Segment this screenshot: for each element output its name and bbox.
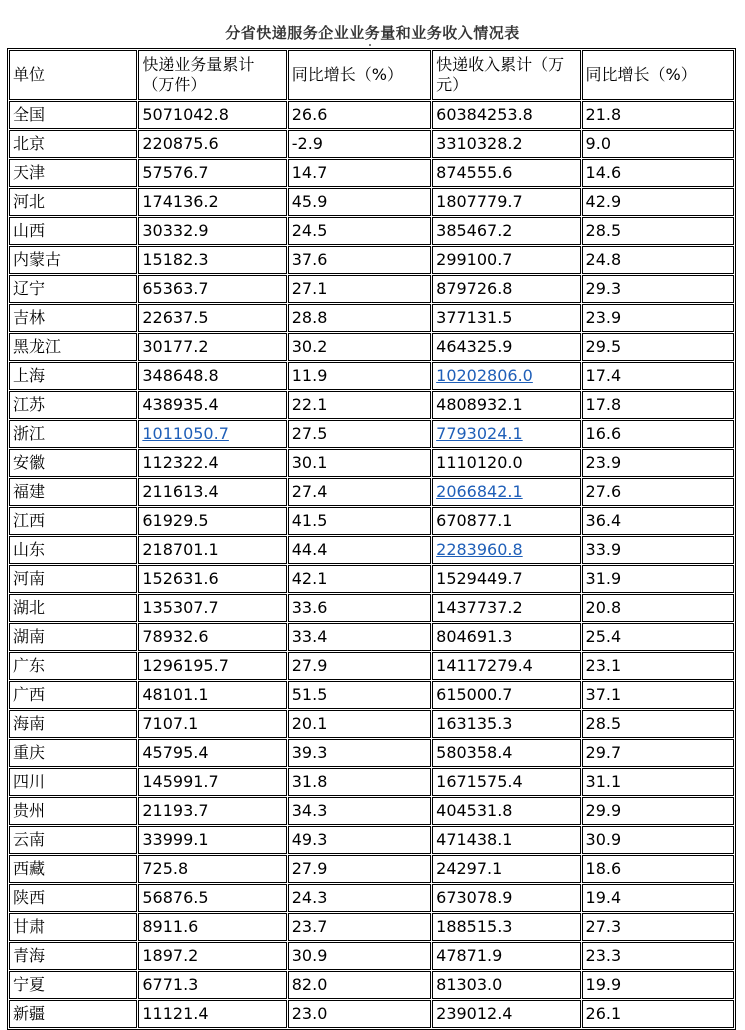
- cell-volume-growth: -2.9: [288, 130, 431, 158]
- cell-revenue-growth: 31.9: [582, 565, 734, 593]
- cell-revenue-growth: 25.4: [582, 623, 734, 651]
- cell-revenue: 188515.3: [432, 913, 580, 941]
- cell-volume-link[interactable]: 1011050.7: [142, 424, 229, 443]
- cell-volume: 152631.6: [138, 565, 286, 593]
- cell-revenue-growth: 17.8: [582, 391, 734, 419]
- cell-revenue-growth: 17.4: [582, 362, 734, 390]
- cell-revenue-link[interactable]: 7793024.1: [436, 424, 523, 443]
- cell-revenue: 3310328.2: [432, 130, 580, 158]
- cell-volume: 725.8: [138, 855, 286, 883]
- cell-volume: 348648.8: [138, 362, 286, 390]
- table-row: [9, 739, 734, 767]
- table-row: [9, 333, 734, 361]
- table-row: [9, 855, 734, 883]
- cell-revenue: [432, 478, 580, 506]
- cell-revenue: 24297.1: [432, 855, 580, 883]
- header-revenue: 快递收入累计（万元）: [432, 50, 580, 100]
- cell-unit: 甘肃: [9, 913, 137, 941]
- cell-revenue: 670877.1: [432, 507, 580, 535]
- cell-unit: 西藏: [9, 855, 137, 883]
- cell-volume: 6771.3: [138, 971, 286, 999]
- cell-revenue: 874555.6: [432, 159, 580, 187]
- table-row: [9, 217, 734, 245]
- table-row: [9, 304, 734, 332]
- cell-volume: 33999.1: [138, 826, 286, 854]
- cell-revenue: [432, 420, 580, 448]
- cell-revenue: 615000.7: [432, 681, 580, 709]
- cell-revenue-growth: 42.9: [582, 188, 734, 216]
- cell-volume: 11121.4: [138, 1000, 286, 1028]
- table-row: [9, 275, 734, 303]
- table-row: [9, 536, 734, 564]
- table-row: [9, 188, 734, 216]
- cell-revenue: 1529449.7: [432, 565, 580, 593]
- table-row: [9, 507, 734, 535]
- cell-volume-growth: 51.5: [288, 681, 431, 709]
- table-row: [9, 391, 734, 419]
- cell-revenue-growth: 26.1: [582, 1000, 734, 1028]
- cell-volume-growth: 49.3: [288, 826, 431, 854]
- cell-unit: 江苏: [9, 391, 137, 419]
- header-unit: 单位: [9, 50, 137, 100]
- cell-volume-growth: 27.4: [288, 478, 431, 506]
- cell-volume-growth: 20.1: [288, 710, 431, 738]
- cell-revenue: 385467.2: [432, 217, 580, 245]
- cell-volume: 30177.2: [138, 333, 286, 361]
- cell-volume-growth: 28.8: [288, 304, 431, 332]
- table-row: [9, 913, 734, 941]
- table-row: [9, 565, 734, 593]
- cell-revenue: 81303.0: [432, 971, 580, 999]
- cell-volume-growth: 27.1: [288, 275, 431, 303]
- cell-revenue-growth: 28.5: [582, 217, 734, 245]
- cell-volume-growth: 33.6: [288, 594, 431, 622]
- cell-unit: 海南: [9, 710, 137, 738]
- cell-volume-growth: 30.2: [288, 333, 431, 361]
- cell-revenue-growth: 21.8: [582, 101, 734, 129]
- cell-revenue-growth: 36.4: [582, 507, 734, 535]
- cell-volume: 1897.2: [138, 942, 286, 970]
- table-row: [9, 362, 734, 390]
- cell-volume-growth: 23.0: [288, 1000, 431, 1028]
- cell-revenue: 804691.3: [432, 623, 580, 651]
- cell-revenue-growth: 28.5: [582, 710, 734, 738]
- cell-revenue-growth: 31.1: [582, 768, 734, 796]
- cell-revenue: 471438.1: [432, 826, 580, 854]
- cell-unit: 河北: [9, 188, 137, 216]
- cell-unit: 内蒙古: [9, 246, 137, 274]
- cell-volume: 45795.4: [138, 739, 286, 767]
- cell-unit: 新疆: [9, 1000, 137, 1028]
- cell-revenue-growth: 19.4: [582, 884, 734, 912]
- cell-volume-growth: 27.9: [288, 855, 431, 883]
- table-row: [9, 246, 734, 274]
- table-row: [9, 971, 734, 999]
- table-row: [9, 101, 734, 129]
- cell-revenue-growth: 23.1: [582, 652, 734, 680]
- cell-volume: 218701.1: [138, 536, 286, 564]
- cell-revenue: 377131.5: [432, 304, 580, 332]
- cell-volume-growth: 33.4: [288, 623, 431, 651]
- cell-unit: 湖北: [9, 594, 137, 622]
- cell-volume-growth: 44.4: [288, 536, 431, 564]
- table-row: [9, 130, 734, 158]
- cell-volume: 135307.7: [138, 594, 286, 622]
- table-row: [9, 594, 734, 622]
- table-row: [9, 652, 734, 680]
- cell-revenue-growth: 30.9: [582, 826, 734, 854]
- table-header-row: [9, 50, 734, 100]
- cell-volume: 30332.9: [138, 217, 286, 245]
- cell-volume-growth: 11.9: [288, 362, 431, 390]
- cell-revenue-growth: 27.3: [582, 913, 734, 941]
- cell-revenue-link[interactable]: 10202806.0: [436, 366, 533, 385]
- cell-unit: 青海: [9, 942, 137, 970]
- cell-revenue-growth: 37.1: [582, 681, 734, 709]
- cell-volume: 8911.6: [138, 913, 286, 941]
- table-title: 分省快递服务企业业务量和业务收入情况表: [225, 24, 520, 42]
- cell-revenue: [432, 362, 580, 390]
- cell-revenue-growth: 16.6: [582, 420, 734, 448]
- cell-unit: 贵州: [9, 797, 137, 825]
- cell-volume: 1296195.7: [138, 652, 286, 680]
- cell-volume: 56876.5: [138, 884, 286, 912]
- cell-revenue-growth: 23.9: [582, 304, 734, 332]
- cell-revenue-growth: 9.0: [582, 130, 734, 158]
- cell-volume: 78932.6: [138, 623, 286, 651]
- cell-revenue-growth: 18.6: [582, 855, 734, 883]
- cell-revenue: 60384253.8: [432, 101, 580, 129]
- cell-unit: 北京: [9, 130, 137, 158]
- cell-volume: 15182.3: [138, 246, 286, 274]
- cell-unit: 云南: [9, 826, 137, 854]
- cell-revenue-growth: 14.6: [582, 159, 734, 187]
- title-dot: [369, 44, 371, 46]
- cell-volume-growth: 27.5: [288, 420, 431, 448]
- cell-volume-growth: 42.1: [288, 565, 431, 593]
- cell-volume-growth: 82.0: [288, 971, 431, 999]
- table-row: [9, 942, 734, 970]
- express-data-table: [7, 48, 736, 1030]
- cell-volume-growth: 23.7: [288, 913, 431, 941]
- cell-volume-growth: 24.3: [288, 884, 431, 912]
- cell-unit: 福建: [9, 478, 137, 506]
- cell-volume-growth: 45.9: [288, 188, 431, 216]
- cell-revenue-growth: 24.8: [582, 246, 734, 274]
- cell-revenue-link[interactable]: 2066842.1: [436, 482, 523, 501]
- table-row: [9, 420, 734, 448]
- cell-revenue-link[interactable]: 2283960.8: [436, 540, 523, 559]
- table-body: [9, 50, 734, 1028]
- cell-unit: 天津: [9, 159, 137, 187]
- cell-unit: 四川: [9, 768, 137, 796]
- table-row: [9, 478, 734, 506]
- cell-revenue: 163135.3: [432, 710, 580, 738]
- table-row: [9, 623, 734, 651]
- cell-revenue-growth: 29.5: [582, 333, 734, 361]
- cell-revenue-growth: 29.7: [582, 739, 734, 767]
- cell-unit: 河南: [9, 565, 137, 593]
- cell-volume-growth: 34.3: [288, 797, 431, 825]
- cell-unit: 浙江: [9, 420, 137, 448]
- cell-revenue: 404531.8: [432, 797, 580, 825]
- cell-volume-growth: 22.1: [288, 391, 431, 419]
- cell-volume-growth: 27.9: [288, 652, 431, 680]
- cell-volume: 438935.4: [138, 391, 286, 419]
- cell-unit: 重庆: [9, 739, 137, 767]
- cell-revenue-growth: 33.9: [582, 536, 734, 564]
- table-row: [9, 710, 734, 738]
- cell-volume-growth: 24.5: [288, 217, 431, 245]
- cell-revenue: 1110120.0: [432, 449, 580, 477]
- table-row: [9, 797, 734, 825]
- table-row: [9, 449, 734, 477]
- cell-revenue-growth: 27.6: [582, 478, 734, 506]
- cell-volume-growth: 41.5: [288, 507, 431, 535]
- cell-volume-growth: 26.6: [288, 101, 431, 129]
- table-row: [9, 826, 734, 854]
- cell-revenue: 239012.4: [432, 1000, 580, 1028]
- header-revenue-growth: 同比增长（%）: [582, 50, 734, 100]
- cell-revenue: 47871.9: [432, 942, 580, 970]
- cell-volume: 61929.5: [138, 507, 286, 535]
- table-row: [9, 884, 734, 912]
- cell-volume: 57576.7: [138, 159, 286, 187]
- cell-unit: 安徽: [9, 449, 137, 477]
- cell-revenue-growth: 29.3: [582, 275, 734, 303]
- cell-revenue: 464325.9: [432, 333, 580, 361]
- cell-revenue: 1671575.4: [432, 768, 580, 796]
- cell-volume: 22637.5: [138, 304, 286, 332]
- cell-volume-growth: 39.3: [288, 739, 431, 767]
- header-volume-growth: 同比增长（%）: [288, 50, 431, 100]
- cell-revenue: 14117279.4: [432, 652, 580, 680]
- cell-revenue-growth: 23.9: [582, 449, 734, 477]
- cell-unit: 全国: [9, 101, 137, 129]
- cell-volume-growth: 30.9: [288, 942, 431, 970]
- cell-volume-growth: 31.8: [288, 768, 431, 796]
- cell-volume-growth: 37.6: [288, 246, 431, 274]
- cell-volume: 7107.1: [138, 710, 286, 738]
- table-row: [9, 768, 734, 796]
- table-row: [9, 159, 734, 187]
- cell-unit: 宁夏: [9, 971, 137, 999]
- cell-revenue: 879726.8: [432, 275, 580, 303]
- cell-unit: 广西: [9, 681, 137, 709]
- cell-unit: 上海: [9, 362, 137, 390]
- cell-volume: [138, 420, 286, 448]
- cell-volume-growth: 14.7: [288, 159, 431, 187]
- cell-unit: 江西: [9, 507, 137, 535]
- cell-unit: 山东: [9, 536, 137, 564]
- cell-revenue-growth: 20.8: [582, 594, 734, 622]
- cell-revenue: 1437737.2: [432, 594, 580, 622]
- cell-volume-growth: 30.1: [288, 449, 431, 477]
- cell-volume: 211613.4: [138, 478, 286, 506]
- cell-revenue: [432, 536, 580, 564]
- table-row: [9, 681, 734, 709]
- cell-revenue: 299100.7: [432, 246, 580, 274]
- cell-unit: 吉林: [9, 304, 137, 332]
- cell-volume: 112322.4: [138, 449, 286, 477]
- cell-volume: 145991.7: [138, 768, 286, 796]
- cell-unit: 湖南: [9, 623, 137, 651]
- cell-revenue-growth: 19.9: [582, 971, 734, 999]
- cell-revenue: 1807779.7: [432, 188, 580, 216]
- cell-unit: 陕西: [9, 884, 137, 912]
- cell-revenue-growth: 29.9: [582, 797, 734, 825]
- cell-volume: 5071042.8: [138, 101, 286, 129]
- cell-unit: 辽宁: [9, 275, 137, 303]
- cell-revenue: 580358.4: [432, 739, 580, 767]
- cell-volume: 220875.6: [138, 130, 286, 158]
- cell-unit: 山西: [9, 217, 137, 245]
- cell-revenue-growth: 23.3: [582, 942, 734, 970]
- cell-volume: 48101.1: [138, 681, 286, 709]
- cell-volume: 21193.7: [138, 797, 286, 825]
- header-volume: 快递业务量累计（万件）: [138, 50, 286, 100]
- cell-revenue: 4808932.1: [432, 391, 580, 419]
- cell-unit: 广东: [9, 652, 137, 680]
- cell-volume: 174136.2: [138, 188, 286, 216]
- cell-volume: 65363.7: [138, 275, 286, 303]
- table-row: [9, 1000, 734, 1028]
- cell-revenue: 673078.9: [432, 884, 580, 912]
- cell-unit: 黑龙江: [9, 333, 137, 361]
